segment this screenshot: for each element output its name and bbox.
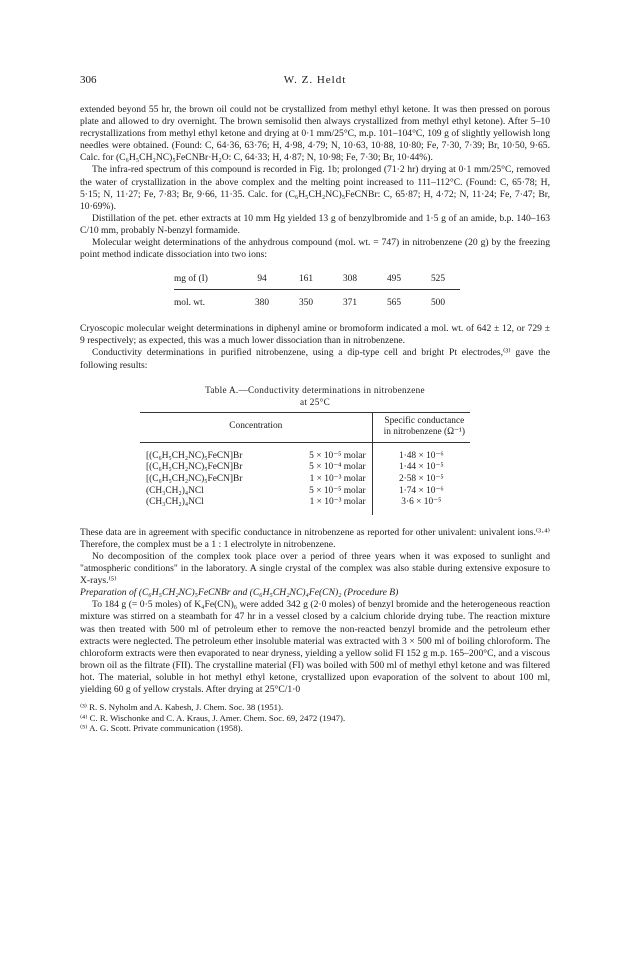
paragraph: No decomposition of the complex took place over a period of three years when it was exposed to sunlight and "atmospheric conditions" in the laboratory. A single crystal of the complex was also stable during extensive exposure to X-rays.⁽⁵⁾ bbox=[80, 550, 550, 587]
compound-cell: [(C₆H₅CH₂NC)₅FeCN]Br bbox=[146, 450, 243, 461]
table-cell: 565 bbox=[386, 298, 402, 309]
concentration-cell: 5 × 10⁻⁵ molar bbox=[309, 485, 366, 496]
footnotes bbox=[80, 702, 550, 734]
page-number: 306 bbox=[80, 74, 97, 86]
table-cell: 371 bbox=[342, 298, 358, 309]
column-header-line: Specific conductance bbox=[384, 415, 465, 426]
conductance-cell: 2·58 × 10⁻⁵ bbox=[372, 474, 470, 486]
table-row bbox=[140, 497, 470, 515]
table-cell: 380 bbox=[254, 298, 270, 309]
paragraph: extended beyond 55 hr, the brown oil could not be crystallized from methyl ethyl ketone. It was then pressed on porous plate and allowed to dry overnight. The brown semisolid then always crystallized from methyl ethyl ketone). After 5–10 recrystallizations from methyl ethyl ketone and drying at 0·1 mm/25°C, m.p. 101–104°C, 109 g of slightly yellowish long needles were obtained. (Found: C, 64·36, 63·76; H, 4·98, 4·79; N, 10·63, 10·88, 10·80; Fe, 7·30, 7·39; Br, 10·50, 9·65. Calc. for (C₆H₅CH₂NC)₅FeCNBr·H₂O: C, 64·33; H, 4·87; N, 10·98; Fe, 7·30; Br, 10·44%). bbox=[80, 104, 550, 164]
paragraph: Distillation of the pet. ether extracts at 10 mm Hg yielded 13 g of benzylbromide and 1·5 g of an amide, b.p. 140–163 C/10 mm, probably N-benzyl formamide. bbox=[80, 212, 550, 236]
conductance-cell: 1·48 × 10⁻⁶ bbox=[372, 442, 470, 462]
article-body bbox=[80, 104, 550, 734]
column-header bbox=[372, 412, 470, 442]
table-row bbox=[140, 474, 470, 486]
concentration-cell: 1 × 10⁻³ molar bbox=[309, 473, 366, 484]
footnote: ⁽⁵⁾ A. G. Scott. Private communication (1958). bbox=[80, 723, 243, 734]
table-row bbox=[174, 290, 460, 312]
footnote: ⁽³⁾ R. S. Nyholm and A. Kabesh, J. Chem. Soc. 38 (1951). bbox=[80, 702, 284, 713]
footnote: ⁽⁴⁾ C. R. Wischonke and C. A. Kraus, J. Amer. Chem. Soc. 69, 2472 (1947). bbox=[80, 712, 346, 723]
table-row bbox=[140, 486, 470, 498]
paragraph: To 184 g (= 0·5 moles) of K₄Fe(CN)₆ were added 342 g (2·0 moles) of benzyl bromide and the heterogeneous reaction mixture was stirred on a steambath for 47 hr in a vessel closed by a calcium chloride drying tube. The reaction mixture was then treated with 500 ml of petroleum ether to remove the non-reacted benzyl bromide and the petroleum ether extracts were neglected. The petroleum ether insoluble material was extracted with 3 × 500 ml of boiling chloroform. The chloroform extracts were then evaporated to near dryness, yielding a yellow solid FI 152 g m.p. 165–200°C, and a viscous brown oil as the filtrate (FII). The crystalline material (FI) was boiled with 500 ml of methyl ethyl ketone and was filtered hot. The material, soluble in hot methyl ethyl ketone, crystallized upon evaporation of the solvent to about 100 ml, yielding 60 g of yellow crystals. After drying at 25°C/1·0 bbox=[80, 599, 550, 695]
table-caption-line: at 25°C bbox=[299, 396, 331, 407]
page-header bbox=[80, 74, 550, 90]
column-header-line: in nitrobenzene (Ω⁻¹) bbox=[383, 427, 465, 438]
table-row bbox=[140, 442, 470, 462]
conductance-cell: 1·44 × 10⁻⁵ bbox=[372, 462, 470, 474]
section-subheading: Preparation of (C₆H₅CH₂NC)₅FeCNBr and (C₆H₅CH₂NC)₄Fe(CN)₂ (Procedure B) bbox=[80, 587, 399, 599]
paragraph: Conductivity determinations in purified nitrobenzene, using a dip-type cell and bright Pt electrodes,⁽³⁾ gave the following results: bbox=[80, 347, 550, 371]
table-cell: 161 bbox=[284, 271, 328, 290]
table-row bbox=[174, 271, 460, 290]
paragraph: These data are in agreement with specific conductance in nitrobenzene as reported for other univalent: univalent ions.⁽³·⁴⁾ Therefore, the complex must be a 1 : 1 electrolyte in nitrobenzene. bbox=[80, 526, 550, 550]
compound-cell: [(C₆H₅CH₂NC)₅FeCN]Br bbox=[146, 462, 243, 473]
conductance-cell: 3·6 × 10⁻⁵ bbox=[372, 497, 470, 515]
column-header: Concentration bbox=[140, 412, 372, 442]
compound-cell: [(C₆H₅CH₂NC)₅FeCN]Br bbox=[146, 473, 243, 484]
molecular-weight-table bbox=[174, 271, 460, 311]
table-header-row bbox=[140, 412, 470, 442]
compound-cell: (CH₃CH₂)₄NCl bbox=[146, 497, 204, 508]
table-caption bbox=[80, 384, 550, 408]
concentration-cell: 5 × 10⁻⁴ molar bbox=[309, 462, 366, 473]
table-caption-line: Table A.—Conductivity determinations in nitrobenzene bbox=[205, 384, 425, 395]
table-cell: 308 bbox=[328, 271, 372, 290]
conductance-cell: 1·74 × 10⁻⁶ bbox=[372, 486, 470, 498]
table-cell: 525 bbox=[416, 271, 460, 290]
concentration-cell: 5 × 10⁻⁵ molar bbox=[309, 450, 366, 461]
table-cell: 350 bbox=[298, 298, 314, 309]
table-cell: 495 bbox=[372, 271, 416, 290]
paragraph: Cryoscopic molecular weight determinations in diphenyl amine or bromoform indicated a mol. wt. of 642 ± 12, or 729 ± 9 respectively; as expected, this was a much lower dissociation than in nitrobenzene. bbox=[80, 323, 550, 347]
row-label: mol. wt. bbox=[174, 298, 205, 309]
table-cell: 500 bbox=[430, 298, 446, 309]
paragraph: The infra-red spectrum of this compound is recorded in Fig. 1b; prolonged (71·2 hr) drying at 0·1 mm/25°C, removed the water of crystallization in the above complex and the melting point increased to 111–112°C. (Found: C, 65·78; H, 5·15; N, 11·27; Fe, 7·83; Br, 9·66, 11·35. Calc. for (C₆H₅CH₂NC)₅FeCNBr: C, 65·87; H, 4·72; N, 11·24; Fe, 7·47; Br, 10·69%). bbox=[80, 164, 550, 212]
row-label: mg of (I) bbox=[174, 271, 240, 290]
compound-cell: (CH₃CH₂)₄NCl bbox=[146, 485, 204, 496]
table-cell: 94 bbox=[240, 271, 284, 290]
table-row bbox=[140, 462, 470, 474]
conductivity-table bbox=[140, 412, 470, 515]
running-title: W. Z. Heldt bbox=[283, 74, 347, 86]
concentration-cell: 1 × 10⁻³ molar bbox=[309, 497, 366, 508]
paragraph: Molecular weight determinations of the anhydrous compound (mol. wt. = 747) in nitrobenzene (20 g) by the freezing point method indicate dissociation into two ions: bbox=[80, 237, 550, 261]
